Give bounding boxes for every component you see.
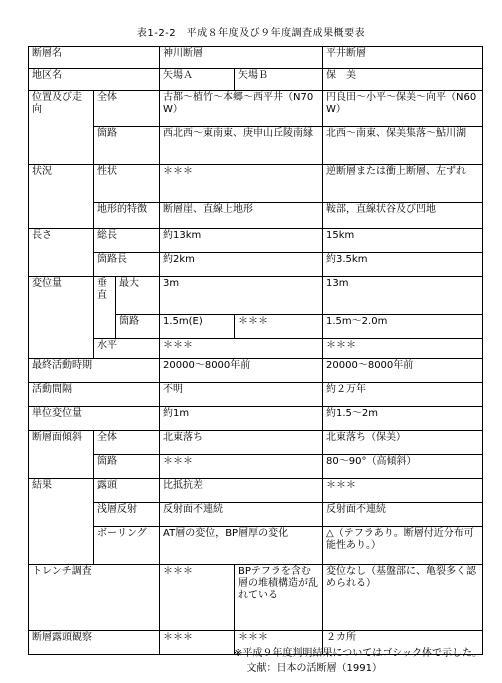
results-label: 結果 bbox=[29, 479, 94, 565]
fault-cross-yaba-a: ＊＊＊ bbox=[160, 631, 235, 655]
interval-kamikawa: 不明 bbox=[160, 383, 323, 407]
status-label: 状況 bbox=[29, 165, 94, 229]
fault-cross-yaba-b: ＊＊＊ bbox=[235, 631, 323, 655]
displacement-site-yaba-b: ＊＊＊ bbox=[235, 315, 323, 339]
location-sub-all: 全体 bbox=[94, 91, 160, 127]
length-site-hirai: 約3.5km bbox=[323, 253, 483, 277]
displacement-sub-site: 箇路 bbox=[116, 315, 160, 339]
results-exposure-kamikawa: 比抵抗差 bbox=[160, 479, 323, 503]
table-row bbox=[29, 527, 483, 565]
fault-name-hirai: 平井断層 bbox=[323, 47, 483, 69]
table-row bbox=[29, 503, 483, 527]
results-seismic-kamikawa: 反射面不連続 bbox=[160, 503, 323, 527]
dip-label: 断層面傾斜 bbox=[29, 431, 94, 479]
results-sub-exposure: 露頭 bbox=[94, 479, 160, 503]
table-row bbox=[29, 165, 483, 203]
displacement-horizontal-hirai: ＊＊＊ bbox=[323, 339, 483, 359]
location-all-kamikawa: 古都～植竹～本郷～西平井（N70W） bbox=[160, 91, 323, 127]
displacement-sub-vertical: 垂直 bbox=[94, 277, 116, 339]
results-sub-seismic: 浅層反射 bbox=[94, 503, 160, 527]
summary-table bbox=[28, 46, 483, 655]
length-site-kamikawa: 約2km bbox=[160, 253, 323, 277]
table-row bbox=[29, 91, 483, 127]
table-row bbox=[29, 47, 483, 69]
reference-note: 文献：日本の活断層（1991） bbox=[246, 663, 382, 674]
status-nature-kamikawa: ＊＊＊ bbox=[160, 165, 323, 203]
interval-hirai: 約２万年 bbox=[323, 383, 483, 407]
unit-disp-hirai: 約1.5～2m bbox=[323, 407, 483, 431]
table-row bbox=[29, 407, 483, 431]
length-total-kamikawa: 約13km bbox=[160, 229, 323, 253]
district-hobi: 保 美 bbox=[323, 69, 483, 91]
location-label: 位置及び走向 bbox=[29, 91, 94, 165]
length-sub-site: 箇路長 bbox=[94, 253, 160, 277]
status-nature-hirai: 逆断層または衝上断層、左ずれ bbox=[323, 165, 483, 203]
table-row bbox=[29, 359, 483, 383]
length-total-hirai: 15km bbox=[323, 229, 483, 253]
trench-label: トレンチ調査 bbox=[29, 565, 160, 631]
dip-sub-site: 箇路 bbox=[94, 455, 160, 479]
table-row bbox=[29, 203, 483, 229]
dip-sub-all: 全体 bbox=[94, 431, 160, 455]
table-row bbox=[29, 565, 483, 631]
trench-yaba-b: BPテフラを含む層の堆積構造が乱れている bbox=[235, 565, 323, 631]
location-sub-site: 箇路 bbox=[94, 127, 160, 165]
location-all-hirai: 円良田～小平～保美～向平（N60W） bbox=[323, 91, 483, 127]
district-label: 地区名 bbox=[29, 69, 160, 91]
table-row bbox=[29, 339, 483, 359]
unit-disp-kamikawa: 約1m bbox=[160, 407, 323, 431]
district-yaba-a: 矢場Ａ bbox=[160, 69, 235, 91]
dip-all-hirai: 北東落ち（保美） bbox=[323, 431, 483, 455]
fault-name-kamikawa: 神川断層 bbox=[160, 47, 323, 69]
displacement-sub-horizontal: 水平 bbox=[94, 339, 160, 359]
table-row bbox=[29, 253, 483, 277]
displacement-site-yaba-a: 1.5m(E) bbox=[160, 315, 235, 339]
table-row bbox=[29, 383, 483, 407]
district-yaba-b: 矢場Ｂ bbox=[235, 69, 323, 91]
results-exposure-hirai: ＊＊＊ bbox=[323, 479, 483, 503]
unit-disp-label: 単位変位量 bbox=[29, 407, 160, 431]
trench-hirai: 変位なし（基盤部に、亀裂多く認められる） bbox=[323, 565, 483, 631]
status-landform-hirai: 鞍部，直線状谷及び凹地 bbox=[323, 203, 483, 229]
table-title: 表1-2-2 平成８年度及び９年度調査成果概要表 bbox=[136, 28, 366, 39]
displacement-sub-max: 最大 bbox=[116, 277, 160, 315]
table-row bbox=[29, 127, 483, 165]
dip-site-kamikawa: ＊＊＊ bbox=[160, 455, 323, 479]
fault-cross-label: 断層露頭観察 bbox=[29, 631, 160, 655]
results-boring-hirai: △（テフラあり。断層付近分布可能性あり。） bbox=[323, 527, 483, 565]
last-activity-hirai: 20000～8000年前 bbox=[323, 359, 483, 383]
results-boring-kamikawa: AT層の変位，BP層厚の変化 bbox=[160, 527, 323, 565]
displacement-site-hirai: 1.5m～2.0m bbox=[323, 315, 483, 339]
last-activity-label: 最終活動時期 bbox=[29, 359, 160, 383]
table-row bbox=[29, 479, 483, 503]
table-row bbox=[29, 277, 483, 315]
fault-name-label: 断層名 bbox=[29, 47, 160, 69]
last-activity-kamikawa: 20000～8000年前 bbox=[160, 359, 323, 383]
footnote: ※平成９年度判明結果についてはゴシック体で示した。 bbox=[234, 648, 482, 659]
status-landform-kamikawa: 断層崖、直線上地形 bbox=[160, 203, 323, 229]
trench-yaba-a: ＊＊＊ bbox=[160, 565, 235, 631]
status-sub-landform: 地形的特徴 bbox=[94, 203, 160, 229]
table-row bbox=[29, 229, 483, 253]
table-row bbox=[29, 431, 483, 455]
displacement-max-kamikawa: 3m bbox=[160, 277, 323, 315]
results-sub-boring: ボーリング bbox=[94, 527, 160, 565]
fault-cross-hirai: ２カ所 bbox=[323, 631, 483, 655]
length-sub-total: 総長 bbox=[94, 229, 160, 253]
status-sub-nature: 性状 bbox=[94, 165, 160, 203]
location-site-kamikawa: 西北西～東南東、庚申山丘陵南縁 bbox=[160, 127, 323, 165]
length-label: 長さ bbox=[29, 229, 94, 277]
dip-all-kamikawa: 北東落ち bbox=[160, 431, 323, 455]
displacement-label: 変位量 bbox=[29, 277, 94, 359]
table-row bbox=[29, 455, 483, 479]
dip-site-hirai: 80～90°（高傾斜） bbox=[323, 455, 483, 479]
displacement-horizontal-kamikawa: ＊＊＊ bbox=[160, 339, 323, 359]
results-seismic-hirai: 反射面不連続 bbox=[323, 503, 483, 527]
interval-label: 活動間隔 bbox=[29, 383, 160, 407]
displacement-max-hirai: 13m bbox=[323, 277, 483, 315]
location-site-hirai: 北西～南東、保美集落～鮎川湖 bbox=[323, 127, 483, 165]
table-row bbox=[29, 69, 483, 91]
